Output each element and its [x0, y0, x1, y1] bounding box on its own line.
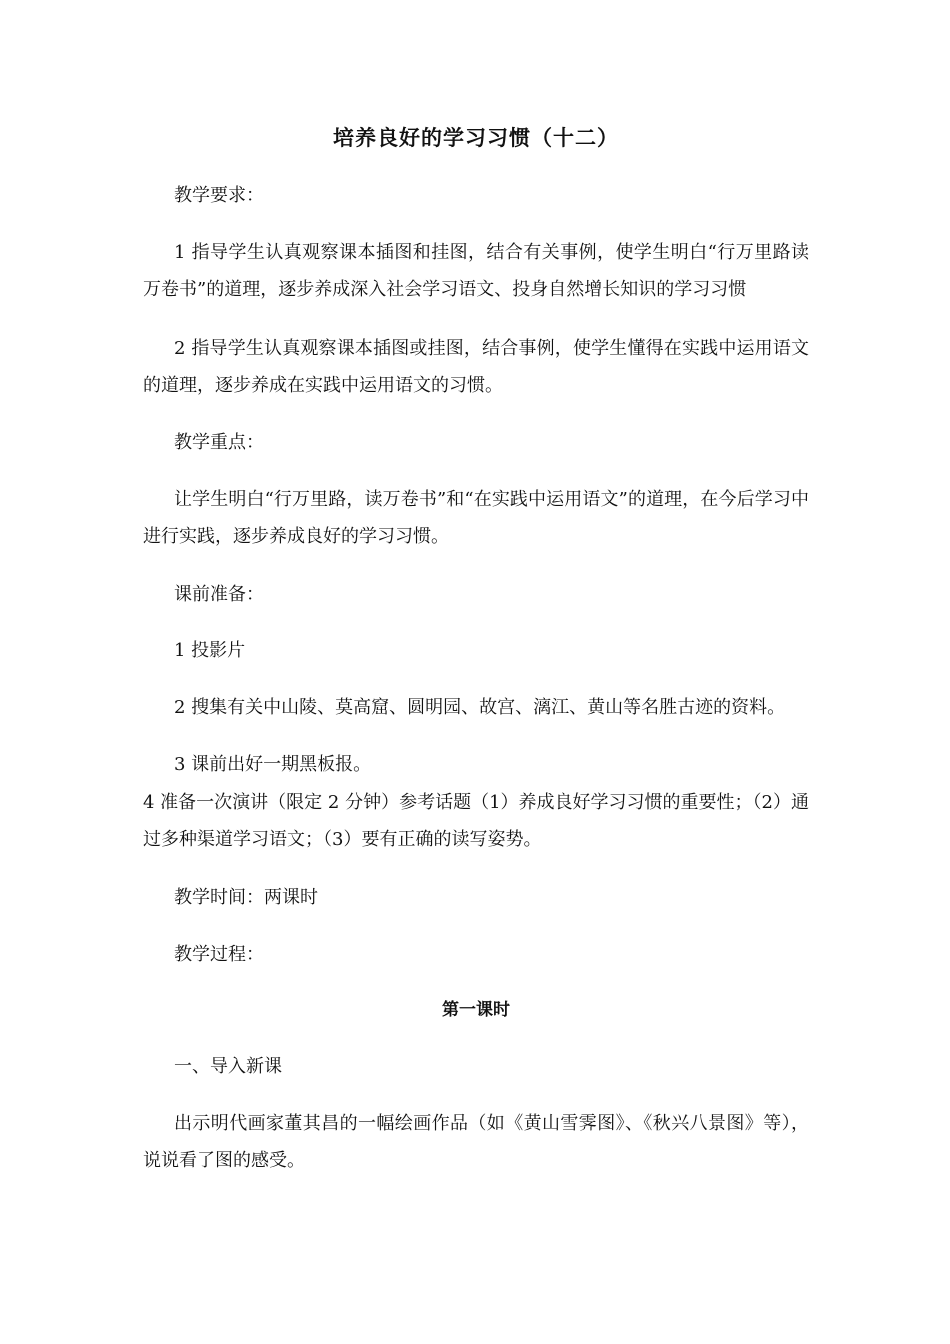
preparation-item-4: 4 准备一次演讲（限定 2 分钟）参考话题（1）养成良好学习习惯的重要性；（2）通过多种渠道学习语文；（3）要有正确的读写姿势。 — [143, 792, 809, 850]
teaching-requirements-heading: 教学要求： — [174, 185, 264, 206]
first-lesson-heading: 第一课时 — [442, 1000, 510, 1020]
requirement-2: 2 指导学生认真观察课本插图或挂图，结合事例，使学生懂得在实践中运用语文的道理，逐步养成在实践中运用语文的习惯。 — [143, 338, 809, 396]
section-1-heading: 一、导入新课 — [174, 1056, 282, 1077]
preparation-item-1: 1 投影片 — [174, 640, 246, 661]
teaching-focus-text: 让学生明白“行万里路，读万卷书”和“在实践中运用语文”的道理，在今后学习中进行实践，逐步养成良好的学习习惯。 — [143, 489, 809, 547]
preparation-item-3: 3 课前出好一期黑板报。 — [174, 754, 372, 775]
teaching-focus-heading: 教学重点： — [174, 432, 264, 453]
requirement-1: 1 指导学生认真观察课本插图和挂图，结合有关事例，使学生明白“行万里路读万卷书”的道理，逐步养成深入社会学习语文、投身自然增长知识的学习习惯 — [143, 242, 809, 300]
document-title: 培养良好的学习习惯（十二） — [333, 125, 619, 150]
teaching-process-heading: 教学过程： — [174, 944, 264, 965]
preparation-heading: 课前准备： — [174, 584, 264, 605]
section-1-text: 出示明代画家董其昌的一幅绘画作品（如《黄山雪霁图》、《秋兴八景图》等），说说看了图的感受。 — [143, 1113, 809, 1171]
preparation-item-2: 2 搜集有关中山陵、莫高窟、圆明园、故宫、漓江、黄山等名胜古迹的资料。 — [174, 697, 786, 718]
teaching-time: 教学时间：两课时 — [174, 887, 318, 908]
